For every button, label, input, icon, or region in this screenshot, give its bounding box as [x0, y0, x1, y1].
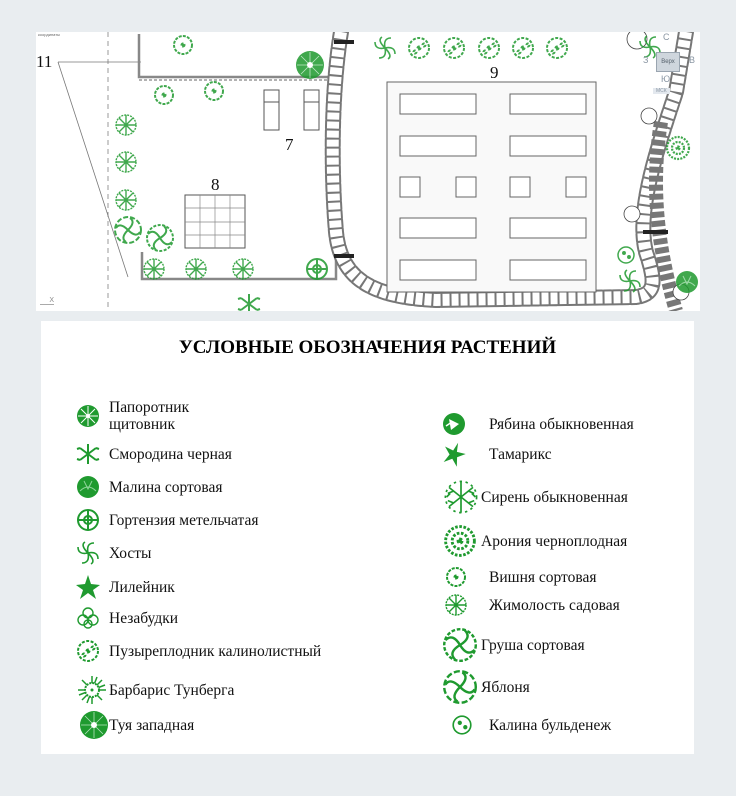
legend-item-rowan: Рябина обыкновенная: [441, 411, 634, 437]
legend-item-tamarisk: Тамарикс: [441, 441, 552, 467]
viewcube-north[interactable]: С: [663, 32, 670, 42]
legend-item-barberry: Барбарис Тунберга: [75, 673, 234, 707]
lilac-icon: [443, 479, 479, 515]
legend-item-honeysuckle: Жимолость садовая: [443, 592, 620, 618]
legend-item-hydrangea: Гортензия метельчатая: [75, 507, 258, 533]
barberry-icon: [75, 673, 109, 707]
legend-item-viburnum: Калина бульденеж: [451, 714, 611, 736]
hosta-icon: [75, 540, 101, 566]
viewcube-east[interactable]: В: [689, 55, 696, 65]
legend-item-pear: Груша сортовая: [443, 628, 585, 662]
pear-icon: [443, 628, 477, 662]
ucs-marker: X: [40, 297, 54, 305]
cherry-icon: [443, 564, 469, 590]
legend-item-cherry: Вишня сортовая: [443, 564, 597, 590]
legend-item-ninebark: Пузыреплодник калинолистный: [75, 638, 321, 664]
legend-item-hosta: Хосты: [75, 540, 151, 566]
ninebark-icon: [75, 638, 101, 664]
zone-9-label: 9: [490, 63, 499, 82]
zone-8-label: 8: [211, 175, 220, 194]
legend-item-aronia: Арония черноплодная: [443, 524, 627, 558]
legend-title: УСЛОВНЫЕ ОБОЗНАЧЕНИЯ РАСТЕНИЙ: [178, 337, 557, 358]
site-plan-drawing: [36, 32, 700, 311]
zone-11-label: 11: [36, 52, 53, 71]
corner-note: координаты: [38, 32, 60, 37]
legend-item-currant: Смородина черная: [75, 441, 232, 467]
thuja-icon: [79, 710, 109, 740]
zone-7-label: 7: [285, 135, 294, 154]
viewcube[interactable]: [639, 32, 699, 102]
apple-icon: [443, 670, 477, 704]
honeysuckle-icon: [443, 592, 469, 618]
wcs-menu[interactable]: МСК: [653, 88, 670, 94]
viewcube-west[interactable]: З: [643, 55, 649, 65]
daylily-icon: [75, 574, 101, 600]
fern-icon: [75, 403, 101, 429]
plant-legend: [41, 321, 694, 754]
hydrangea-icon: [75, 507, 101, 533]
plan-linework: [36, 32, 700, 311]
tamarisk-icon: [441, 441, 467, 467]
viewcube-top-face[interactable]: Верх: [656, 52, 680, 72]
viburnum-icon: [451, 714, 473, 736]
currant-icon: [75, 441, 101, 467]
raspberry-icon: [75, 474, 101, 500]
legend-item-lilac: Сирень обыкновенная: [443, 479, 628, 515]
legend-item-thuja: Туя западная: [79, 710, 194, 740]
forget-me-not-icon: [75, 605, 101, 631]
viewcube-south[interactable]: Ю: [661, 74, 671, 84]
legend-item-forget-me-not: Незабудки: [75, 605, 178, 631]
aronia-icon: [443, 524, 477, 558]
rowan-icon: [441, 411, 467, 437]
legend-item-fern: Папоротник щитовник: [75, 399, 209, 433]
legend-item-daylily: Лилейник: [75, 574, 175, 600]
legend-item-apple: Яблоня: [443, 670, 530, 704]
legend-item-raspberry: Малина сортовая: [75, 474, 223, 500]
